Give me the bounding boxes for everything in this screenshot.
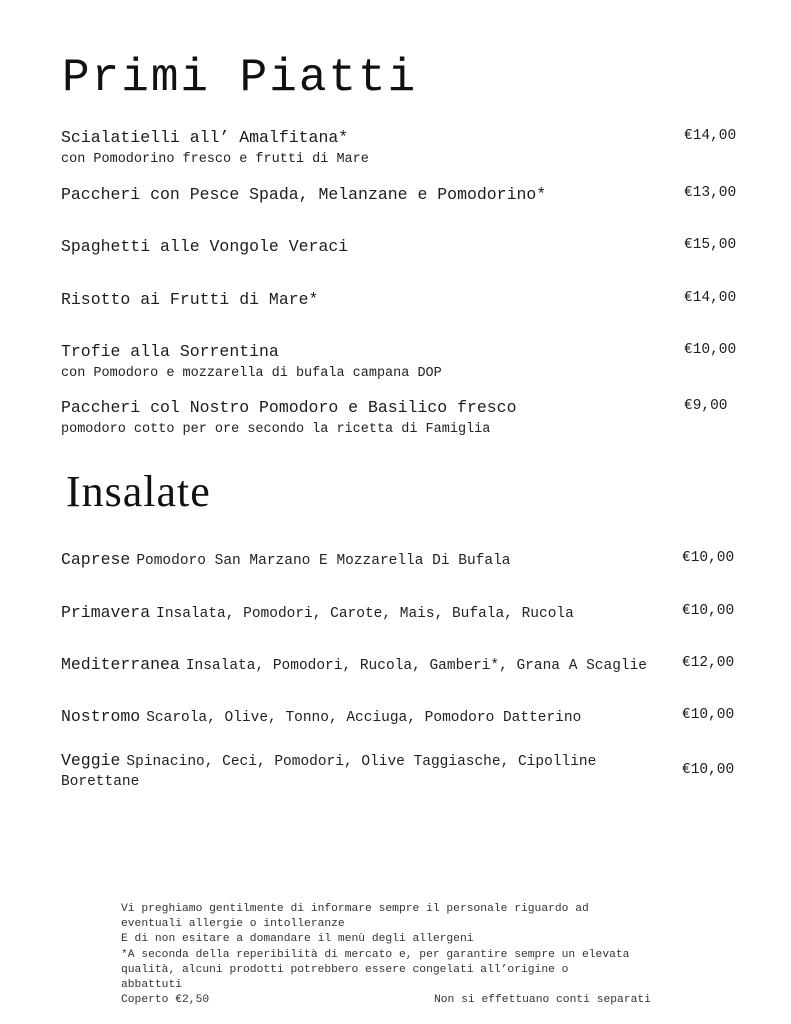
salad-price: €12,00	[682, 655, 735, 671]
footer-note-line: *A seconda della reperibilità di mercato e, per garantire sempre un elevata	[121, 948, 630, 961]
menu-item	[61, 398, 741, 437]
dish-price: €9,00	[684, 398, 728, 414]
menu-item	[61, 603, 741, 622]
salad-ingredients-continued: Borettane	[61, 774, 140, 790]
dish-price: €10,00	[684, 342, 737, 358]
menu-item	[61, 550, 741, 569]
salad-name: Veggie	[61, 751, 121, 770]
menu-item	[61, 655, 741, 674]
salad-name: Nostromo	[61, 707, 141, 726]
menu-item	[61, 290, 741, 309]
dish-price: €14,00	[684, 290, 737, 306]
dish-name: Spaghetti alle Vongole Veraci	[61, 237, 349, 256]
dish-name: Paccheri col Nostro Pomodoro e Basilico fresco	[61, 398, 517, 417]
section-title-insalate: Insalate	[66, 467, 211, 516]
salad-name: Primavera	[61, 603, 151, 622]
salad-line	[61, 655, 741, 674]
footer-note-line: qualità, alcuni prodotti potrebbero essere congelati all’origine o	[121, 963, 569, 976]
dish-name: Trofie alla Sorrentina	[61, 342, 279, 361]
footer-note-line: Vi preghiamo gentilmente di informare sempre il personale riguardo ad	[121, 903, 589, 915]
dish-name: Scialatielli all’ Amalfitana*	[61, 128, 349, 147]
salad-ingredients: Pomodoro San Marzano E Mozzarella Di Bufala	[136, 553, 511, 569]
salad-price: €10,00	[682, 603, 735, 619]
no-separate-bills-note: Non si effettuano conti separati	[434, 994, 651, 1007]
salad-price: €10,00	[682, 550, 735, 566]
dish-price: €15,00	[684, 237, 737, 253]
menu-item	[61, 237, 741, 256]
dish-description: con Pomodoro e mozzarella di bufala campana DOP	[61, 366, 442, 381]
menu-item	[61, 707, 741, 726]
salad-ingredients: Spinacino, Ceci, Pomodori, Olive Taggiasche, Cipolline	[126, 754, 597, 770]
footer-note-line: abbattuti	[121, 979, 183, 992]
dish-price: €13,00	[684, 185, 737, 201]
salad-name: Mediterranea	[61, 655, 180, 674]
menu-item	[61, 185, 741, 204]
menu-item	[61, 128, 741, 167]
footer-note-line: eventuali allergie o intolleranze	[121, 918, 345, 931]
footer-note-line: E di non esitare a domandare il menù degli allergeni	[121, 933, 474, 946]
salad-price: €10,00	[682, 762, 735, 778]
footer-bottom-row	[121, 993, 681, 1008]
salad-price: €10,00	[682, 707, 735, 723]
dish-price: €14,00	[684, 128, 737, 144]
section-title-primi-piatti: Primi Piatti	[62, 52, 418, 104]
salad-line	[61, 550, 741, 569]
dish-description: pomodoro cotto per ore secondo la ricetta di Famiglia	[61, 422, 491, 437]
dish-description: con Pomodorino fresco e frutti di Mare	[61, 152, 369, 167]
salad-line	[61, 603, 741, 622]
salad-name: Caprese	[61, 550, 131, 569]
dish-name: Risotto ai Frutti di Mare*	[61, 290, 319, 309]
footer-notes	[121, 902, 681, 1008]
dish-name: Paccheri con Pesce Spada, Melanzane e Pomodorino*	[61, 185, 547, 204]
salad-line	[61, 751, 741, 770]
menu-item	[61, 342, 741, 381]
salad-ingredients: Insalata, Pomodori, Carote, Mais, Bufala, Rucola	[156, 606, 574, 622]
salad-ingredients: Scarola, Olive, Tonno, Acciuga, Pomodoro Datterino	[146, 710, 582, 726]
menu-item	[61, 751, 741, 790]
salad-line	[61, 707, 741, 726]
coperto-charge: Coperto €2,50	[121, 994, 210, 1007]
salad-ingredients: Insalata, Pomodori, Rucola, Gamberi*, Grana A Scaglie	[185, 658, 648, 674]
